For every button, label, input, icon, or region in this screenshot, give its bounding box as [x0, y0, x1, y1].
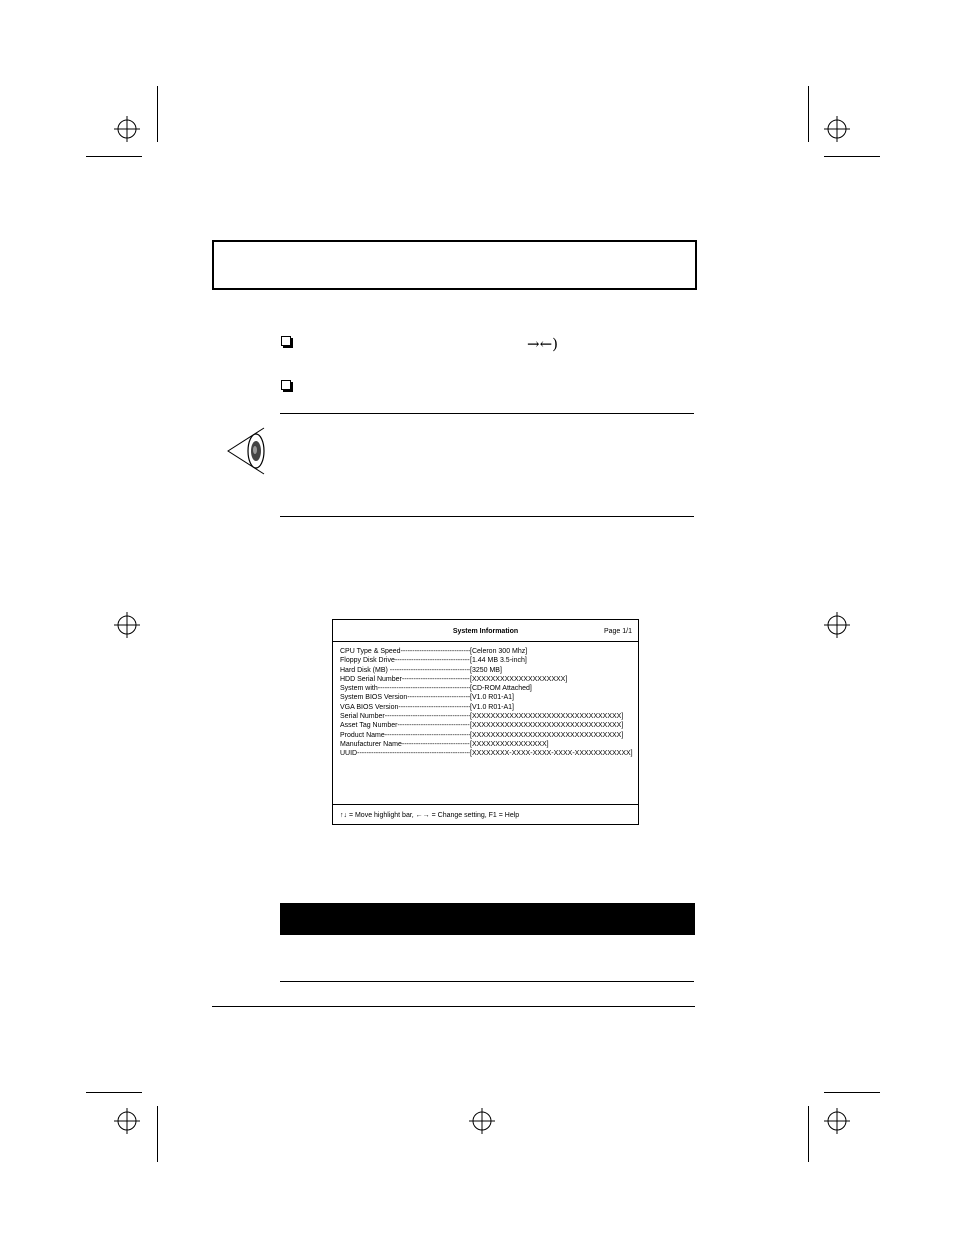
- bios-row-value: [CD-ROM Attached]: [470, 685, 532, 693]
- checkbox-bullet-icon: [281, 336, 291, 346]
- bios-row-value: [Celeron 300 Mhz]: [470, 648, 528, 655]
- crop-mark-bottom-left-horizontal: [86, 1092, 142, 1093]
- bios-row[interactable]: [340, 731, 633, 740]
- bios-row-value: [1.44 MB 3.5-inch]: [470, 657, 527, 665]
- crop-mark-top-left-horizontal: [86, 156, 142, 157]
- crop-mark-bottom-left-vertical: [157, 1106, 158, 1162]
- bios-row-value: [3250 MB]: [470, 666, 502, 674]
- note-top-rule: [280, 413, 694, 414]
- bios-row-label: CPU Type & Speed -----: [340, 647, 470, 656]
- registration-mark-icon: [114, 612, 140, 638]
- page-footer-rule: [212, 1006, 695, 1007]
- bios-header: [333, 620, 638, 642]
- bios-row[interactable]: [340, 749, 633, 758]
- bios-row-value: [XXXXXXXXXXXXXXXXXXXXXXXXXXXXXXXX]: [470, 713, 624, 721]
- bios-row-label: VGA BIOS Version -----: [340, 703, 470, 712]
- bios-row[interactable]: [340, 693, 633, 702]
- bios-row[interactable]: [340, 656, 633, 665]
- bios-row[interactable]: [340, 721, 633, 730]
- bios-row-label: Hard Disk (MB) -----: [340, 666, 470, 675]
- bios-page-indicator: Page 1/1: [603, 628, 632, 635]
- table-header-bar: [280, 903, 695, 935]
- note-bottom-rule: [280, 516, 694, 517]
- bios-row-label: HDD Serial Number -----: [340, 675, 470, 684]
- bios-rows: [340, 647, 633, 759]
- bios-screen: [332, 619, 639, 825]
- arrow-keys-text: →←): [527, 335, 558, 353]
- bios-row-label: UUID -----: [340, 749, 470, 758]
- chapter-title-box: [212, 240, 697, 290]
- registration-mark-icon: [824, 1108, 850, 1134]
- registration-mark-icon: [469, 1108, 495, 1134]
- bios-row[interactable]: [340, 675, 633, 684]
- crop-mark-bottom-right-vertical: [808, 1106, 809, 1162]
- checkbox-bullet-icon: [281, 380, 291, 390]
- bios-row[interactable]: [340, 647, 633, 656]
- bios-row[interactable]: [340, 666, 633, 675]
- registration-mark-icon: [114, 1108, 140, 1134]
- bios-row-value: [XXXXXXXX-XXXX-XXXX-XXXX-XXXXXXXXXXXX]: [470, 750, 633, 758]
- registration-mark-icon: [824, 116, 850, 142]
- bios-row-label: Product Name -----: [340, 731, 470, 740]
- table-bottom-rule: [280, 981, 694, 982]
- bios-row-value: [XXXXXXXXXXXXXXXXXXXX]: [470, 675, 568, 683]
- bios-row-value: [V1.0 R01-A1]: [470, 703, 514, 711]
- bios-row-label: Floppy Disk Drive -----: [340, 656, 470, 665]
- bios-help-text: ↑↓ = Move highlight bar, ←→ = Change setting, F1 = Help: [340, 812, 520, 819]
- bios-row[interactable]: [340, 740, 633, 749]
- crop-mark-bottom-right-horizontal: [824, 1092, 880, 1093]
- crop-mark-top-right-vertical: [808, 86, 809, 142]
- bios-row-label: Asset Tag Number -----: [340, 721, 470, 730]
- bios-row-value: [XXXXXXXXXXXXXXXXXXXXXXXXXXXXXXXX]: [470, 722, 624, 730]
- bios-row[interactable]: [340, 712, 633, 721]
- registration-mark-icon: [824, 612, 850, 638]
- bios-footer: [333, 804, 638, 825]
- crop-mark-top-left-vertical: [157, 86, 158, 142]
- bios-row-label: System BIOS Version -----: [340, 693, 470, 702]
- bios-row[interactable]: [340, 684, 633, 693]
- bios-row-value: [V1.0 R01-A1]: [470, 694, 514, 702]
- bios-title: System Information: [452, 628, 519, 635]
- bios-row-value: [XXXXXXXXXXXXXXXXXXXXXXXXXXXXXXXX]: [470, 731, 624, 739]
- registration-mark-icon: [114, 116, 140, 142]
- bios-row-label: Manufacturer Name -----: [340, 740, 470, 749]
- bios-row-value: [XXXXXXXXXXXXXXXX]: [470, 740, 549, 748]
- bios-row-label: System with -----: [340, 684, 470, 693]
- bios-row-label: Serial Number -----: [340, 712, 470, 721]
- eye-note-icon: [226, 426, 266, 476]
- crop-mark-top-right-horizontal: [824, 156, 880, 157]
- bios-row[interactable]: [340, 703, 633, 712]
